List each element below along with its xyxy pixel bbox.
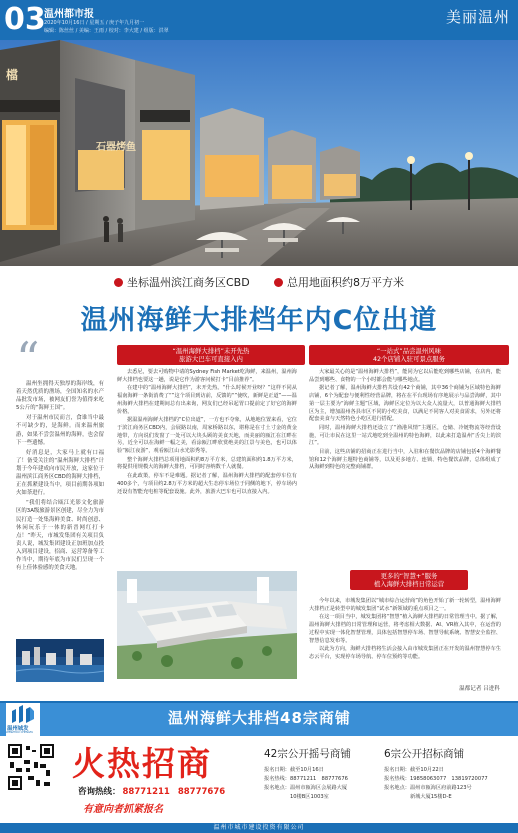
paper-name: 温州都市报 xyxy=(44,9,94,20)
hotline-phone-2[interactable]: 88777676 xyxy=(177,787,226,797)
seaside-photo xyxy=(16,639,104,682)
bullet-dot xyxy=(114,278,123,287)
paragraph: 整个海鲜大排档总项用地面积约8万平方米，总建筑面积约1.8万平方米，将提供用规模大的海鲜大排档，可同时容纳数千人就餐。 xyxy=(117,456,297,471)
tender-shops-info xyxy=(384,746,504,802)
paragraph: 以此为方向，海鲜大排档将生活会接入由市城发集团正在开发的温州智慧停车生态云平台，实现停车场导航、停车位预约等功能。 xyxy=(309,646,501,660)
right-subhead-line1: “一站式”品尝温州风味 xyxy=(376,347,442,355)
company-logo xyxy=(6,703,40,736)
tender-shops-heading: 6宗公开招标商铺 xyxy=(384,748,465,760)
right-subhead-line2: 42个店铺入驻可景点服务 xyxy=(372,355,446,363)
paragraph: 大家最关心的是“温州海鲜大排档”，能同为它以后能吃到哪些店铺，在店内，能品尝到哪些、食物的一个小时都会能与哪些地点。 xyxy=(309,369,501,383)
page-number: 03 xyxy=(4,2,46,37)
paragraph: 同时，温州海鲜大排档还设立了“渔港风情”主题区，仓储、冷链物流等经营设施，可让市民在这里一站式地吃到全温州的特色海鲜，以此来打造温州“舌尖上的滨江”。 xyxy=(309,424,501,447)
street-night-photo xyxy=(0,40,518,266)
seaside-illustration xyxy=(16,639,104,682)
info-line: 报名日期：截至10月16日 xyxy=(264,767,324,773)
bullet-area xyxy=(274,274,404,290)
right-subhead-2-line2: 植入海鲜大排档日常运营 xyxy=(373,580,445,588)
bullet-location-text: 坐标温州滨江商务区CBD xyxy=(127,276,250,289)
info-line: 新城大厦15楼D-E xyxy=(384,794,452,800)
right-subhead-2 xyxy=(350,570,468,590)
paragraph: “我们将结合瓯江光影文化旅游区的3A级旅游景区创建，尽全力为市民打造一处集海鲜美食、时尚创意、休闲玩乐于一体的新晋网红打卡点！”昨天，市城发集团有关项目负责人说，城发集团建设正加班加点投入到项目建设，招商、运营筹备等工作当中，期待年底为市民们呈现一个有上佳体验感的美食天地。 xyxy=(16,500,104,572)
right-subhead-2-line1: 更多的“智慧+”服务 xyxy=(380,572,438,580)
paragraph: 今年以来，市城发集团以“城市综合运营商”的角色开始了新一轮转型，温州海鲜大排档正是转型中的城发集团“试水”新领域的重点项目之一。 xyxy=(309,598,501,612)
lottery-shops-info xyxy=(264,746,374,802)
aerial-rendering xyxy=(117,571,297,679)
paragraph: 据记者了解，温州海鲜大排档共设有42个商铺，其中36个商铺为区域特色海鲜店铺，6个为配套与便利性经营品牌，将在在平台现场有序地展示与品尝海鲜，其中第一层主要为“海鲜主题”区域，海鲜区定位为以大众人流量大，以普通海鲜大排档区为主，增加温州各县市区不同的小吃美食，以满足不同客人对美食需求，另外还将配套美食与天然特色小吃区进行搭配。 xyxy=(309,385,501,423)
right-column-text xyxy=(309,369,501,473)
hotline xyxy=(78,785,231,797)
main-headline: 温州海鲜大排档年内C位出道 xyxy=(80,305,438,336)
bullet-dot xyxy=(274,278,283,287)
paragraph: 好消息是，大家马上就有口福了！备受关注的“温州海鲜大排档”计划于今年建成向市民开放，这家位于温州滨江商务区CBD的海鲜大排档，正在抓紧建设当中，项目前期各项如火如荼进行。 xyxy=(16,449,104,497)
paragraph: 在建中的“温州海鲜大排档”，未开先热。“什么时候开业呀？”这样不同从福南海鲜一条街消费了“”这个项目到访前，反馈的“”使吹，新鲜是正道”——温州海鲜大排档在建期间总有出来询，网友们已经吊起胃口提前定了好它的海鲜价格。 xyxy=(117,385,297,415)
editor-credit-line: 编辑：陈丝丝 / 美编：王雨 / 校对：李大建 / 组版：洪翠 xyxy=(44,28,169,34)
info-line: 报名地点：温州市瓯海区府前路123号 xyxy=(384,785,472,791)
right-column-text-2 xyxy=(309,598,501,663)
paragraph: 去悉尼，要去可购物中请的Sydney Fish Market吃海鲜，来温州，温州海鲜大排档也要这一趟，说是它作为游客问候打卡“目前推荐”。 xyxy=(117,369,297,383)
info-line: 报名热线：88771211 88777676 xyxy=(264,776,348,782)
middle-column-text xyxy=(117,369,297,497)
paragraph: 温州坐拥得天独厚的海岸线，有着天然优质的渔场，全国知名的水产品批发市场，被网友们誉为值得来吃5公斤的“海鲜王国”。 xyxy=(16,381,104,412)
photo-illustration xyxy=(0,40,518,266)
right-subhead xyxy=(309,345,509,365)
paragraph: 对于温州市民而言，食谁当中最不可缺少的，是海鲜。而来温州旅游，如果不尝尝温州的海鲜，也会留下一些遗憾。 xyxy=(16,415,104,446)
middle-subhead-line2: 旅游大巴车可直接入内 xyxy=(179,355,243,363)
aerial-rendering-illustration xyxy=(117,571,297,679)
recruiting-banner: 火热招商 xyxy=(72,744,212,783)
issue-date-line: 2020年10月16日 / 星期五 / 庚子年九月初一 xyxy=(44,20,145,26)
paragraph: 据温温州海鲜大排档的“C位出道”，一方也不夺象，从地地位置来看，它位于滨江商务区CBD内，会展路以南，周家桥路以东，堪称是在寸土寸金的黄金地带，方向说们发窗了一处可以大块头顾的美食天地，而美丽的瓯江在江畔在另，近全可以在海鲜一幅之美，看涂瓯江畔欣赏绝美的江景与美色，也可以体验“瓯江夜游”，观看瓯江山水光影秀等。 xyxy=(117,417,297,455)
hotline-phone-1[interactable]: 88771211 xyxy=(122,787,170,797)
qr-code[interactable] xyxy=(8,744,54,790)
hotline-label: 咨询热线： xyxy=(78,787,121,797)
middle-subhead xyxy=(117,345,305,365)
info-line: 报名地点：温州市瓯海区会展路大厦 xyxy=(264,785,348,791)
lottery-shops-heading: 42宗公开摇号商铺 xyxy=(264,748,351,760)
logo-english: WENZHOU CHENGFA xyxy=(6,731,34,734)
restaurant-sign: 石器烤鱼 xyxy=(96,142,136,153)
bullet-location xyxy=(114,274,250,290)
logo-name: 温州城发 xyxy=(7,726,29,732)
quote-mark-icon: “ xyxy=(16,332,40,386)
info-line: 10楼B区1003室 xyxy=(264,794,329,800)
ad-slogan: 有意向者抓紧报名 xyxy=(83,804,163,815)
section-name: 美丽温州 xyxy=(445,8,510,26)
middle-subhead-line1: “温州海鲜大排档”未开先热 xyxy=(172,347,250,355)
info-line: 报名日期：截至10月22日 xyxy=(384,767,444,773)
qr-code-icon xyxy=(8,744,54,790)
paragraph: 目前，这些店铺的招商正在进行当中，入驻和在餐饮品牌的店铺包括4个海鲜餐馆和12个海鲜主题特色商铺等，以及更多地方、连锁、特色餐饮品牌，总体组成了从海鲜到特色的完整商铺群。 xyxy=(309,449,501,471)
paragraph: 在此政策，停车不是难题。据记者了解，温州海鲜大排档的配套停车位有400多个，与项目约2.8万平方米的超大生态停车场位于同侧的地下，停车场内还设有智能充电桩等配套设施。此外，旅游大巴车也可以直接入内。 xyxy=(117,473,297,495)
bullet-area-text: 总用地面积约8万平方米 xyxy=(287,276,404,289)
info-line: 报名热线：19858063077 13819720077 xyxy=(384,776,488,782)
restaurant-sign-left: 檔 xyxy=(6,68,19,82)
ad-title: 温州海鲜大排档48宗商铺 xyxy=(168,709,351,727)
reporter-byline: 温都记者 吕进科 xyxy=(459,686,500,692)
paragraph: 在这一项目当中，城发集团将“智慧”植入海鲜大排档的日常管理当中。据了解，温州海鲜大排档的日常管理和运营，将考虑相大数据、AI、VR植入其中，在运营的过程中实现一体化智慧管理，具体包括智慧停车场、智慧导航系统、智慧安全监控、智慧信息发布等。 xyxy=(309,614,501,644)
left-column-text xyxy=(16,380,104,574)
footer-company: 温州市城市建设投资有限公司 xyxy=(0,823,518,833)
